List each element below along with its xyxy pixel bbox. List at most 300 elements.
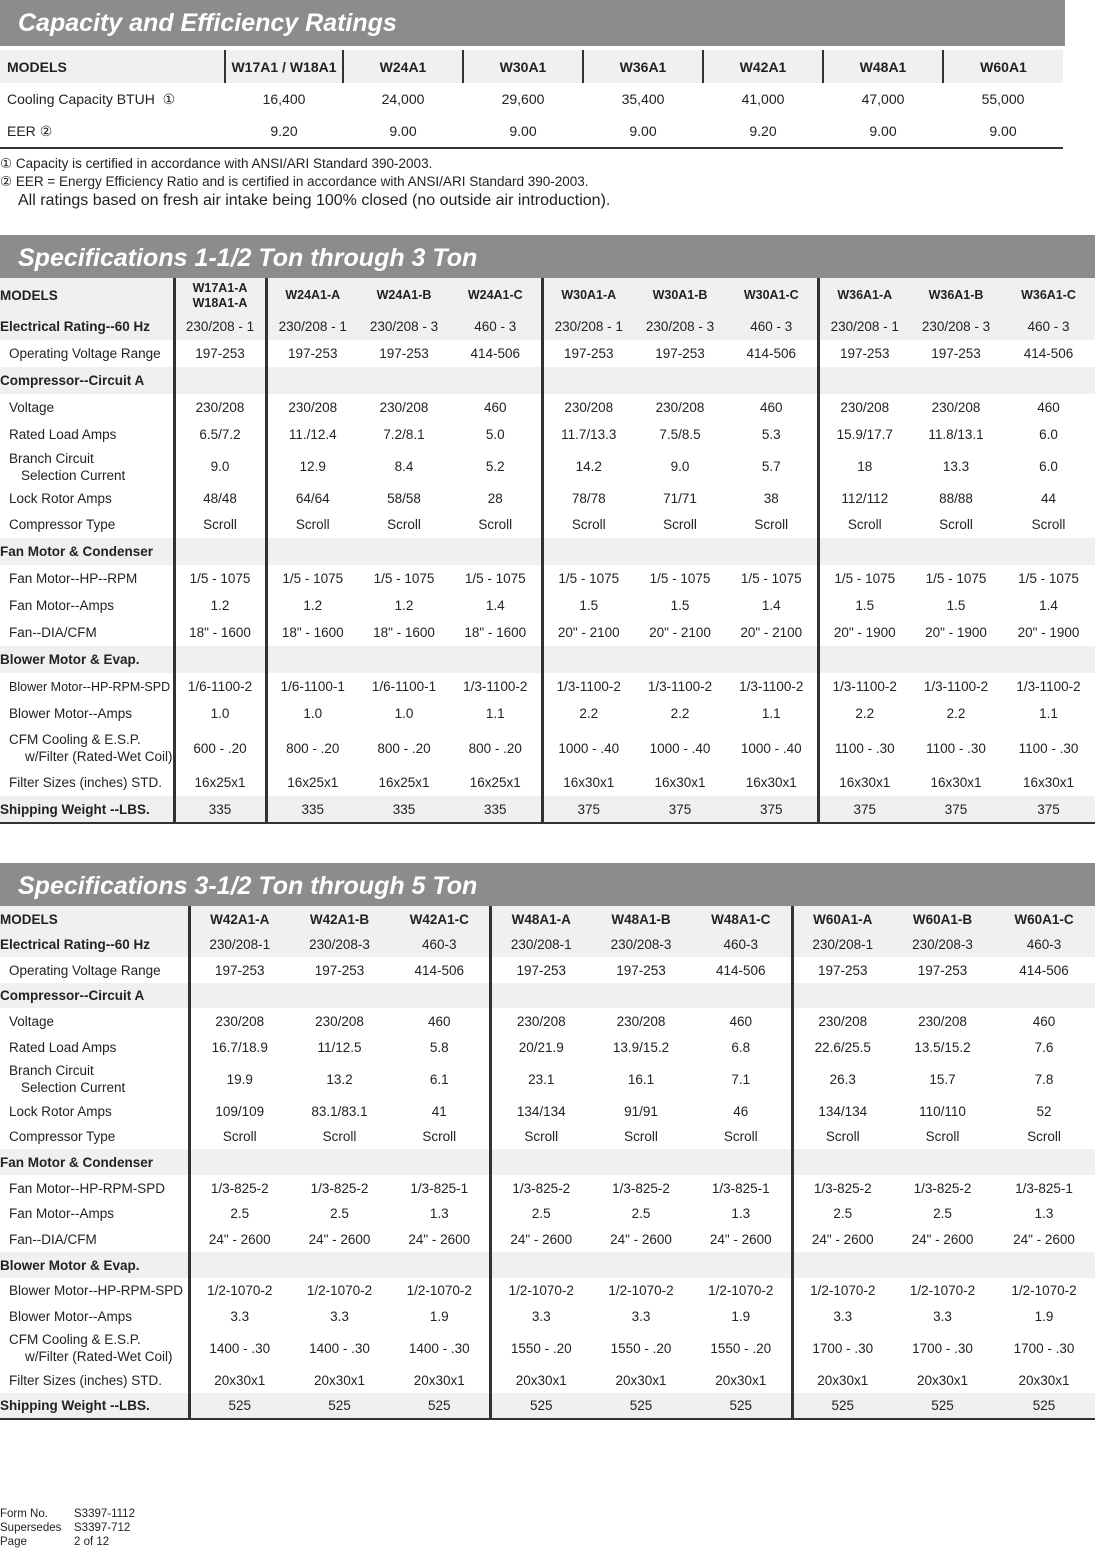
blhp-cell: 1/6-1100-1 <box>371 679 437 694</box>
rla-cell: 5.3 <box>726 421 818 448</box>
filter-cell: 20x30x1 <box>691 1367 792 1393</box>
cooling-cell: 16,400 <box>262 91 306 107</box>
elec-cell: 460-3 <box>390 932 490 957</box>
models-cell: W17A1-A W18A1-A <box>174 278 266 313</box>
ctype-cell: Scroll <box>295 517 330 532</box>
blower-cell <box>490 1252 591 1278</box>
fanamps-cell: 1.5 <box>946 598 966 613</box>
blower-cell <box>542 646 634 673</box>
blamps-cell: 2.2 <box>855 706 875 721</box>
blower-cell <box>910 646 1002 673</box>
volt-row <box>0 1008 1095 1034</box>
volt-cell: 230/208 <box>616 1013 666 1029</box>
models-cell: W30A1-A <box>542 278 634 313</box>
lra-cell: 46 <box>691 1098 792 1124</box>
ship-cell: 525 <box>993 1393 1095 1419</box>
fandia-label: Fan--DIA/CFM <box>0 1226 189 1252</box>
rla-cell: 11.7/13.3 <box>561 427 617 442</box>
bc-cell: 7.1 <box>691 1060 792 1098</box>
ctype-row <box>0 1124 1095 1149</box>
fanamps-cell: 1.4 <box>726 592 818 619</box>
opv-row <box>0 340 1095 367</box>
cfm-cell: 1550 - .20 <box>691 1329 792 1367</box>
blhp-cell: 1/3-1100-2 <box>450 673 542 700</box>
fan-cell <box>174 538 266 565</box>
volt-cell: 230/208 <box>215 1013 265 1029</box>
fanamps-cell: 1.5 <box>855 598 875 613</box>
fanhp-row <box>0 565 1095 592</box>
eer-cell: 9.00 <box>463 115 583 148</box>
lra-cell: 44 <box>1040 490 1057 506</box>
blamps-cell: 1.0 <box>394 706 414 721</box>
opv-label: Operating Voltage Range <box>0 957 189 983</box>
fan-cell <box>450 538 542 565</box>
comp-label: Compressor--Circuit A <box>0 367 174 394</box>
rla-cell: 6.0 <box>1039 427 1058 442</box>
fan-cell <box>1002 538 1095 565</box>
cfm-cell: 1100 - .30 <box>1018 740 1079 756</box>
volt-cell: 230/208 <box>918 1013 967 1029</box>
opv-cell: 197-253 <box>314 962 365 978</box>
ship-cell: 335 <box>358 796 450 823</box>
bc-cell: 19.9 <box>226 1071 253 1087</box>
filter-cell: 20x30x1 <box>313 1372 366 1388</box>
opv-cell: 197-253 <box>214 962 265 978</box>
page-value: 2 of 12 <box>74 1536 110 1548</box>
volt-cell: 460 <box>1032 1013 1056 1029</box>
comp-label: Compressor--Circuit A <box>0 983 189 1008</box>
fandia-row <box>0 1226 1095 1252</box>
comp-cell <box>993 983 1095 1008</box>
opv-cell: 414-506 <box>1019 962 1069 978</box>
models-cell: W30A1 <box>463 50 583 83</box>
ctype-cell: Scroll <box>1031 517 1066 532</box>
elec-cell: 460 - 3 <box>1002 313 1095 340</box>
opv-cell: 197-253 <box>174 340 266 367</box>
blower-cell <box>892 1252 993 1278</box>
volt-cell: 460 <box>1037 400 1060 415</box>
elec-cell: 230/208-1 <box>792 932 892 957</box>
opv-cell: 414-506 <box>691 957 792 983</box>
filter-cell: 20x30x1 <box>1018 1372 1070 1388</box>
capacity-notes <box>0 155 610 211</box>
models-cell: W24A1-A <box>266 278 358 313</box>
cooling-cell: 35,400 <box>621 91 665 107</box>
ship-cell: 525 <box>792 1393 892 1419</box>
fanhp-cell: 1/5 - 1075 <box>373 571 435 586</box>
volt-label: Voltage <box>0 1008 189 1034</box>
cooling-cell: 55,000 <box>981 91 1025 107</box>
fandia-cell: 24" - 2600 <box>510 1231 573 1247</box>
lra-cell: 64/64 <box>295 490 330 506</box>
fanamps-cell: 1.4 <box>450 592 542 619</box>
elec-cell: 460 - 3 <box>726 313 818 340</box>
blower-cell <box>691 1252 792 1278</box>
comp-cell <box>266 367 358 394</box>
blhp-cell: 1/2-1070-2 <box>508 1283 574 1298</box>
fanamps-cell: 1.3 <box>1034 1206 1054 1221</box>
note-2: ② EER = Energy Efficiency Ratio and is certified in accordance with ANSI/ARI Standard 390-2003. <box>0 174 589 189</box>
models-cell: W48A1-A <box>490 906 591 932</box>
elec-row <box>0 932 1095 957</box>
elec-cell: 230/208-3 <box>892 932 993 957</box>
comp-row <box>0 983 1095 1008</box>
elec-cell: 230/208 - 1 <box>174 313 266 340</box>
fandia-cell: 18" - 1600 <box>373 625 435 640</box>
fandia-cell: 20" - 2100 <box>726 619 818 646</box>
bc-cell: 13.3 <box>942 459 970 474</box>
elec-row <box>0 313 1095 340</box>
fandia-cell: 18" - 1600 <box>450 619 542 646</box>
models-cell: W42A1-A <box>189 906 289 932</box>
ship-cell: 375 <box>910 796 1002 823</box>
fanhp-cell: 1/3-825-1 <box>1015 1180 1073 1196</box>
blhp-cell: 1/2-1070-2 <box>909 1283 976 1298</box>
bc-label: Branch Circuit Selection Current <box>0 1060 189 1098</box>
rla-cell: 13.5/15.2 <box>914 1039 971 1055</box>
fandia-cell: 24" - 2600 <box>1013 1231 1075 1247</box>
ctype-cell: Scroll <box>663 517 697 532</box>
fan-cell <box>818 538 910 565</box>
cfm-cell: 1400 - .30 <box>209 1340 271 1356</box>
fanamps-cell: 1.3 <box>691 1201 792 1226</box>
blamps-cell: 3.3 <box>230 1308 250 1324</box>
eer-cell: 9.00 <box>823 115 943 148</box>
opv-cell: 414-506 <box>450 340 542 367</box>
note-2-marker: ② <box>39 122 53 139</box>
blamps-row <box>0 1303 1095 1329</box>
bc-cell: 14.2 <box>575 459 602 474</box>
blhp-cell: 1/3-1100-2 <box>1016 679 1081 694</box>
spec1-table <box>0 278 1095 824</box>
filter-cell: 16x25x1 <box>287 775 339 790</box>
blower-cell <box>266 646 358 673</box>
fanhp-cell: 1/5 - 1075 <box>925 571 987 586</box>
bc-row <box>0 1060 1095 1098</box>
models-cell: W30A1-C <box>726 278 818 313</box>
fanhp-row <box>0 1175 1095 1201</box>
blamps-cell: 1.1 <box>726 700 818 727</box>
fanamps-cell: 1.5 <box>579 598 599 613</box>
fanamps-cell: 1.4 <box>1039 598 1058 613</box>
elec-cell: 230/208-1 <box>189 932 289 957</box>
note-1-marker: ① <box>162 90 176 107</box>
ship-cell: 525 <box>892 1393 993 1419</box>
ship-cell: 335 <box>266 796 358 823</box>
models-cell: W36A1-A <box>818 278 910 313</box>
fanhp-cell: 1/5 - 1075 <box>1018 571 1079 586</box>
cooling-cell: 29,600 <box>501 91 545 107</box>
ship-cell: 375 <box>818 796 910 823</box>
eer-label: EER ② <box>0 115 225 148</box>
fan-cell <box>591 1149 691 1175</box>
rla-cell: 11/12.5 <box>317 1039 362 1055</box>
cfm-label: CFM Cooling & E.S.P. w/Filter (Rated-Wet Coil) <box>0 727 174 769</box>
blamps-cell: 3.3 <box>531 1308 551 1324</box>
filter-cell: 20x30x1 <box>214 1372 266 1388</box>
ship-row <box>0 796 1095 823</box>
comp-cell <box>542 367 634 394</box>
opv-cell: 197-253 <box>839 346 890 361</box>
blower-label: Blower Motor & Evap. <box>0 1252 189 1278</box>
fanhp-cell: 1/3-825-1 <box>691 1175 792 1201</box>
ship-cell: 525 <box>591 1393 691 1419</box>
elec-cell: 230/208 - 3 <box>634 313 726 340</box>
filter-cell: 16x30x1 <box>726 769 818 796</box>
fandia-cell: 18" - 1600 <box>174 619 266 646</box>
bc-cell: 8.4 <box>394 459 414 474</box>
cfm-cell: 1400 - .30 <box>390 1329 490 1367</box>
opv-cell: 414-506 <box>390 957 490 983</box>
ship-cell: 525 <box>490 1393 591 1419</box>
blower-cell <box>1002 646 1095 673</box>
note-1: ① Capacity is certified in accordance with ANSI/ARI Standard 390-2003. <box>0 156 433 171</box>
filter-cell: 16x25x1 <box>450 769 542 796</box>
lra-row <box>0 1098 1095 1124</box>
lra-cell: 78/78 <box>571 490 606 506</box>
rla-cell: 7.2/8.1 <box>383 427 425 442</box>
fandia-cell: 24" - 2600 <box>308 1231 371 1247</box>
lra-cell: 83.1/83.1 <box>311 1103 368 1119</box>
opv-cell: 197-253 <box>931 346 981 361</box>
lra-label: Lock Rotor Amps <box>0 1098 189 1124</box>
cfm-cell: 1000 - .40 <box>558 740 620 756</box>
fanamps-cell: 2.5 <box>833 1206 853 1221</box>
models-cell: W30A1-B <box>634 278 726 313</box>
elec-cell: 230/208 - 3 <box>358 313 450 340</box>
cfm-label: CFM Cooling & E.S.P. w/Filter (Rated-Wet Coil) <box>0 1329 189 1367</box>
ship-cell: 335 <box>450 796 542 823</box>
rla-cell: 16.7/18.9 <box>211 1039 268 1055</box>
models-label: MODELS <box>0 278 174 313</box>
comp-cell <box>189 983 289 1008</box>
blamps-cell: 2.2 <box>946 706 966 721</box>
fanamps-label: Fan Motor--Amps <box>0 1201 189 1226</box>
eer-cell: 9.00 <box>343 115 463 148</box>
blamps-cell: 2.2 <box>579 706 599 721</box>
blower-row <box>0 1252 1095 1278</box>
cfm-row <box>0 727 1095 769</box>
rla-cell: 7.6 <box>1034 1039 1054 1055</box>
ship-cell: 525 <box>390 1393 490 1419</box>
rla-row <box>0 1034 1095 1060</box>
lra-cell: 41 <box>390 1098 490 1124</box>
lra-cell: 110/110 <box>919 1103 966 1119</box>
models-label: MODELS <box>0 50 225 83</box>
filter-cell: 16x30x1 <box>654 775 706 790</box>
bc-cell: 7.8 <box>1034 1071 1054 1087</box>
ship-label: Shipping Weight --LBS. <box>0 796 174 823</box>
lra-cell: 88/88 <box>939 490 973 506</box>
fandia-cell: 24" - 2600 <box>390 1226 490 1252</box>
form-footer <box>0 1507 135 1549</box>
filter-label: Filter Sizes (inches) STD. <box>0 1367 189 1393</box>
blhp-cell: 1/6-1100-2 <box>174 673 266 700</box>
ship-cell: 335 <box>174 796 266 823</box>
blamps-label: Blower Motor--Amps <box>0 1303 189 1329</box>
lra-cell: 48/48 <box>174 485 266 511</box>
rla-label: Rated Load Amps <box>0 1034 189 1060</box>
spec1-title: Specifications 1-1/2 Ton through 3 Ton <box>0 235 1095 281</box>
cfm-cell: 1100 - .30 <box>834 740 895 756</box>
volt-cell: 460 <box>450 394 542 421</box>
capacity-table <box>0 50 1063 149</box>
fandia-cell: 20" - 1900 <box>925 625 987 640</box>
elec-cell: 460-3 <box>993 932 1095 957</box>
cfm-cell: 1700 - .30 <box>912 1340 973 1356</box>
rla-cell: 6.5/7.2 <box>174 421 266 448</box>
opv-cell: 197-253 <box>563 346 614 361</box>
comp-cell <box>892 983 993 1008</box>
models-cell: W60A1-C <box>993 906 1095 932</box>
spec2-table <box>0 906 1095 1420</box>
ctype-cell: Scroll <box>222 1129 257 1144</box>
ship-row <box>0 1393 1095 1419</box>
elec-label: Electrical Rating--60 Hz <box>0 313 174 340</box>
fan-cell <box>634 538 726 565</box>
comp-cell <box>591 983 691 1008</box>
models-cell: W60A1 <box>943 50 1063 83</box>
blhp-row <box>0 1278 1095 1303</box>
fan-cell <box>490 1149 591 1175</box>
fan-cell <box>289 1149 390 1175</box>
form-no-value: S3397-1112 <box>74 1508 135 1520</box>
comp-cell <box>691 983 792 1008</box>
volt-cell: 230/208 <box>840 400 890 415</box>
models-cell: W60A1-B <box>892 906 993 932</box>
fandia-cell: 20" - 2100 <box>557 625 620 640</box>
ctype-cell: Scroll <box>939 517 973 532</box>
opv-cell: 197-253 <box>655 346 705 361</box>
blhp-cell: 1/3-1100-2 <box>832 679 897 694</box>
lra-label: Lock Rotor Amps <box>0 485 174 511</box>
lra-cell: 112/112 <box>841 490 889 506</box>
rla-cell: 22.6/25.5 <box>814 1039 871 1055</box>
fandia-cell: 24" - 2600 <box>911 1231 974 1247</box>
blhp-row <box>0 673 1095 700</box>
filter-cell: 16x30x1 <box>563 775 615 790</box>
bc-cell: 5.7 <box>726 448 818 485</box>
bc-cell: 9.0 <box>174 448 266 485</box>
bc-cell: 16.1 <box>627 1071 655 1087</box>
models-cell: W36A1-C <box>1002 278 1095 313</box>
opv-cell: 197-253 <box>616 962 666 978</box>
opv-cell: 414-506 <box>726 340 818 367</box>
blhp-cell: 1/6-1100-1 <box>280 679 345 694</box>
lra-cell: 71/71 <box>663 490 697 506</box>
fanamps-cell: 1.5 <box>670 598 690 613</box>
ship-cell: 525 <box>189 1393 289 1419</box>
cfm-cell: 1000 - .40 <box>726 727 818 769</box>
fanhp-cell: 1/3-825-2 <box>612 1180 670 1196</box>
blamps-cell: 1.0 <box>303 706 323 721</box>
fandia-cell: 24" - 2600 <box>610 1231 672 1247</box>
ship-cell: 525 <box>691 1393 792 1419</box>
lra-cell: 134/134 <box>818 1103 868 1119</box>
fan-cell <box>892 1149 993 1175</box>
ctype-cell: Scroll <box>390 1124 490 1149</box>
cfm-cell: 600 - .20 <box>174 727 266 769</box>
opv-cell: 414-506 <box>1023 346 1074 361</box>
fanhp-cell: 1/5 - 1075 <box>450 565 542 592</box>
ctype-cell: Scroll <box>322 1129 357 1144</box>
rla-cell: 13.9/15.2 <box>612 1039 670 1055</box>
blhp-cell: 1/3-1100-2 <box>556 679 621 694</box>
cooling-cell: 47,000 <box>861 91 905 107</box>
blower-label: Blower Motor & Evap. <box>0 646 174 673</box>
ctype-row <box>0 511 1095 538</box>
filter-cell: 20x30x1 <box>615 1372 667 1388</box>
filter-row <box>0 769 1095 796</box>
models-cell: W42A1-B <box>289 906 390 932</box>
blamps-cell: 1.9 <box>691 1303 792 1329</box>
blower-cell <box>993 1252 1095 1278</box>
models-cell: W36A1 <box>583 50 703 83</box>
cfm-cell: 800 - .20 <box>286 740 340 756</box>
opv-cell: 197-253 <box>817 962 868 978</box>
comp-cell <box>450 367 542 394</box>
blamps-cell: 1.1 <box>450 700 542 727</box>
bc-cell: 13.2 <box>326 1071 353 1087</box>
elec-cell: 230/208-1 <box>490 932 591 957</box>
models-cell: W42A1 <box>703 50 823 83</box>
fandia-cell: 20" - 1900 <box>833 625 896 640</box>
models-cell: W48A1-C <box>691 906 792 932</box>
bc-cell: 26.3 <box>829 1071 856 1087</box>
lra-cell: 28 <box>450 485 542 511</box>
fandia-cell: 24" - 2600 <box>208 1231 271 1247</box>
page-label: Page <box>0 1536 27 1548</box>
ship-cell: 375 <box>542 796 634 823</box>
blamps-row <box>0 700 1095 727</box>
ship-cell: 375 <box>634 796 726 823</box>
fanhp-cell: 1/3-825-2 <box>210 1180 269 1196</box>
blamps-cell: 2.2 <box>670 706 690 721</box>
comp-cell <box>390 983 490 1008</box>
lra-cell: 52 <box>1036 1103 1052 1119</box>
cooling-capacity-row <box>0 83 1063 115</box>
models-cell: W24A1 <box>343 50 463 83</box>
fanamps-cell: 2.5 <box>330 1206 349 1221</box>
opv-row <box>0 957 1095 983</box>
blhp-cell: 1/2-1070-2 <box>390 1278 490 1303</box>
blhp-cell: 1/2-1070-2 <box>306 1283 373 1298</box>
blower-cell <box>792 1252 892 1278</box>
spec2-title: Specifications 3-1/2 Ton through 5 Ton <box>0 863 1095 909</box>
blower-cell <box>450 646 542 673</box>
fan-label: Fan Motor & Condenser <box>0 1149 189 1175</box>
blhp-cell: 1/2-1070-2 <box>207 1283 273 1298</box>
comp-cell <box>174 367 266 394</box>
volt-cell: 230/208 <box>516 1013 566 1029</box>
fan-row <box>0 538 1095 565</box>
comp-row <box>0 367 1095 394</box>
fandia-cell: 18" - 1600 <box>281 625 344 640</box>
blamps-cell: 3.3 <box>631 1308 651 1324</box>
ctype-label: Compressor Type <box>0 1124 189 1149</box>
volt-cell: 230/208 <box>379 400 429 415</box>
supersedes-label: Supersedes <box>0 1522 62 1534</box>
filter-cell: 16x25x1 <box>378 775 430 790</box>
volt-cell: 230/208 <box>174 394 266 421</box>
filter-cell: 16x30x1 <box>839 775 891 790</box>
fan-cell <box>189 1149 289 1175</box>
ctype-cell: Scroll <box>624 1129 658 1144</box>
filter-cell: 16x30x1 <box>930 775 982 790</box>
ctype-cell: Scroll <box>847 517 882 532</box>
filter-cell: 20x30x1 <box>817 1372 869 1388</box>
blamps-cell: 3.3 <box>933 1308 952 1324</box>
